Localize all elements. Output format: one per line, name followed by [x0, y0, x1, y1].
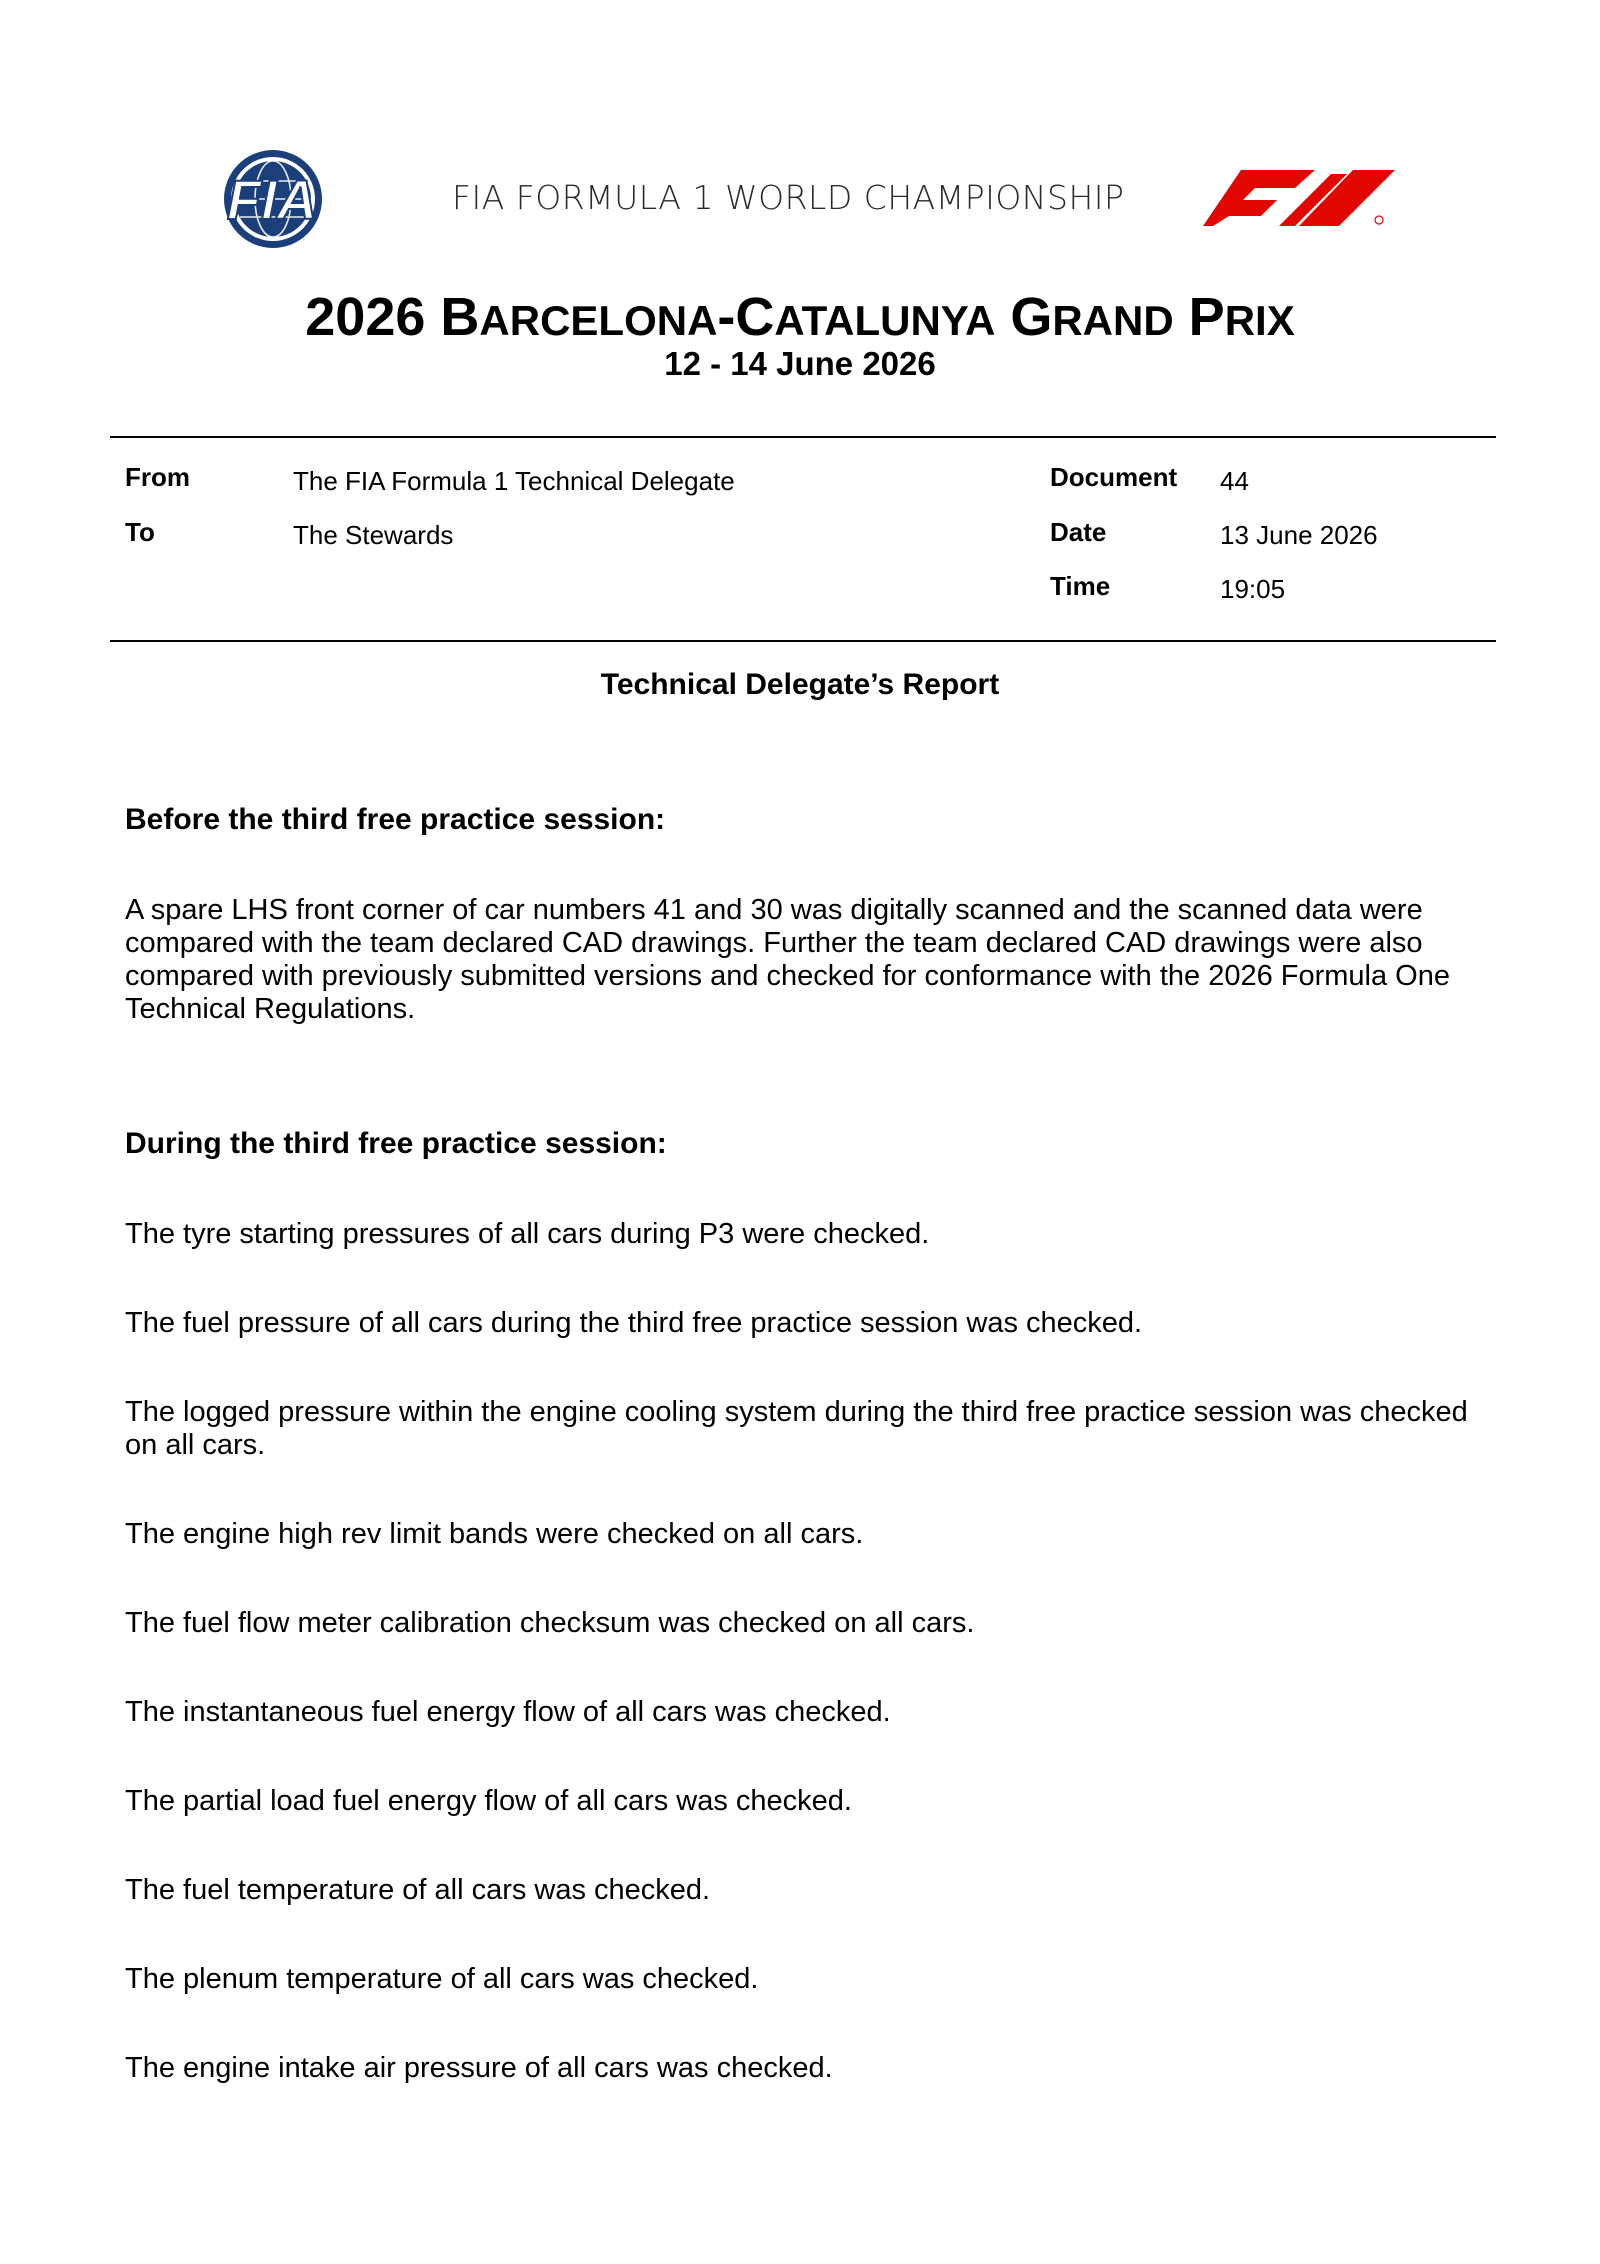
from-label: From: [125, 462, 190, 492]
report-title: Technical Delegate’s Report: [600, 668, 1000, 701]
check-item: The engine intake air pressure of all cars was checked.: [125, 2052, 833, 2084]
section-heading-during-p3: During the third free practice session:: [125, 1127, 667, 1160]
from-value: The FIA Formula 1 Technical Delegate: [293, 466, 735, 496]
championship-title: FIA FORMULA 1 WORLD CHAMPIONSHIP: [452, 178, 1125, 217]
section-paragraph-before-p3: A spare LHS front corner of car numbers 41 and 30 was digitally scanned and the scanned data were compared with the team declared CAD drawings. Further the team declared CAD drawings were also compared with previously submitted versions and checked for conformance with the 2026 Formula One Technical Regulations.: [125, 894, 1450, 1025]
f1-logo: [1203, 170, 1399, 226]
time-value: 19:05: [1220, 574, 1286, 604]
check-item: The fuel flow meter calibration checksum was checked on all cars.: [125, 1607, 975, 1639]
check-item: The engine high rev limit bands were checked on all cars.: [125, 1518, 864, 1550]
document-label: Document: [1050, 462, 1178, 492]
event-title: 2026 BARCELONA-CATALUNYA GRAND PRIX: [305, 287, 1295, 347]
event-dates: 12 - 14 June 2026: [664, 345, 936, 382]
header-divider-top: [110, 436, 1496, 438]
to-value: The Stewards: [293, 520, 454, 550]
check-item: The logged pressure within the engine cooling system during the third free practice session was checked on all cars.: [125, 1396, 1468, 1461]
section-heading-before-p3: Before the third free practice session:: [125, 803, 666, 836]
fia-logo-text: FIA: [226, 168, 318, 231]
check-item: The partial load fuel energy flow of all cars was checked.: [125, 1785, 852, 1817]
check-item: The plenum temperature of all cars was checked.: [125, 1963, 759, 1995]
check-item: The tyre starting pressures of all cars during P3 were checked.: [125, 1218, 930, 1250]
date-value: 13 June 2026: [1220, 520, 1378, 550]
check-item: The fuel temperature of all cars was checked.: [125, 1874, 711, 1906]
header-divider-bottom: [110, 640, 1496, 642]
document-value: 44: [1220, 466, 1249, 496]
time-label: Time: [1050, 571, 1111, 601]
fia-logo: [200, 148, 344, 250]
date-label: Date: [1050, 517, 1107, 547]
to-label: To: [125, 517, 155, 547]
check-item: The instantaneous fuel energy flow of all cars was checked.: [125, 1696, 891, 1728]
check-item: The fuel pressure of all cars during the third free practice session was checked.: [125, 1307, 1143, 1339]
